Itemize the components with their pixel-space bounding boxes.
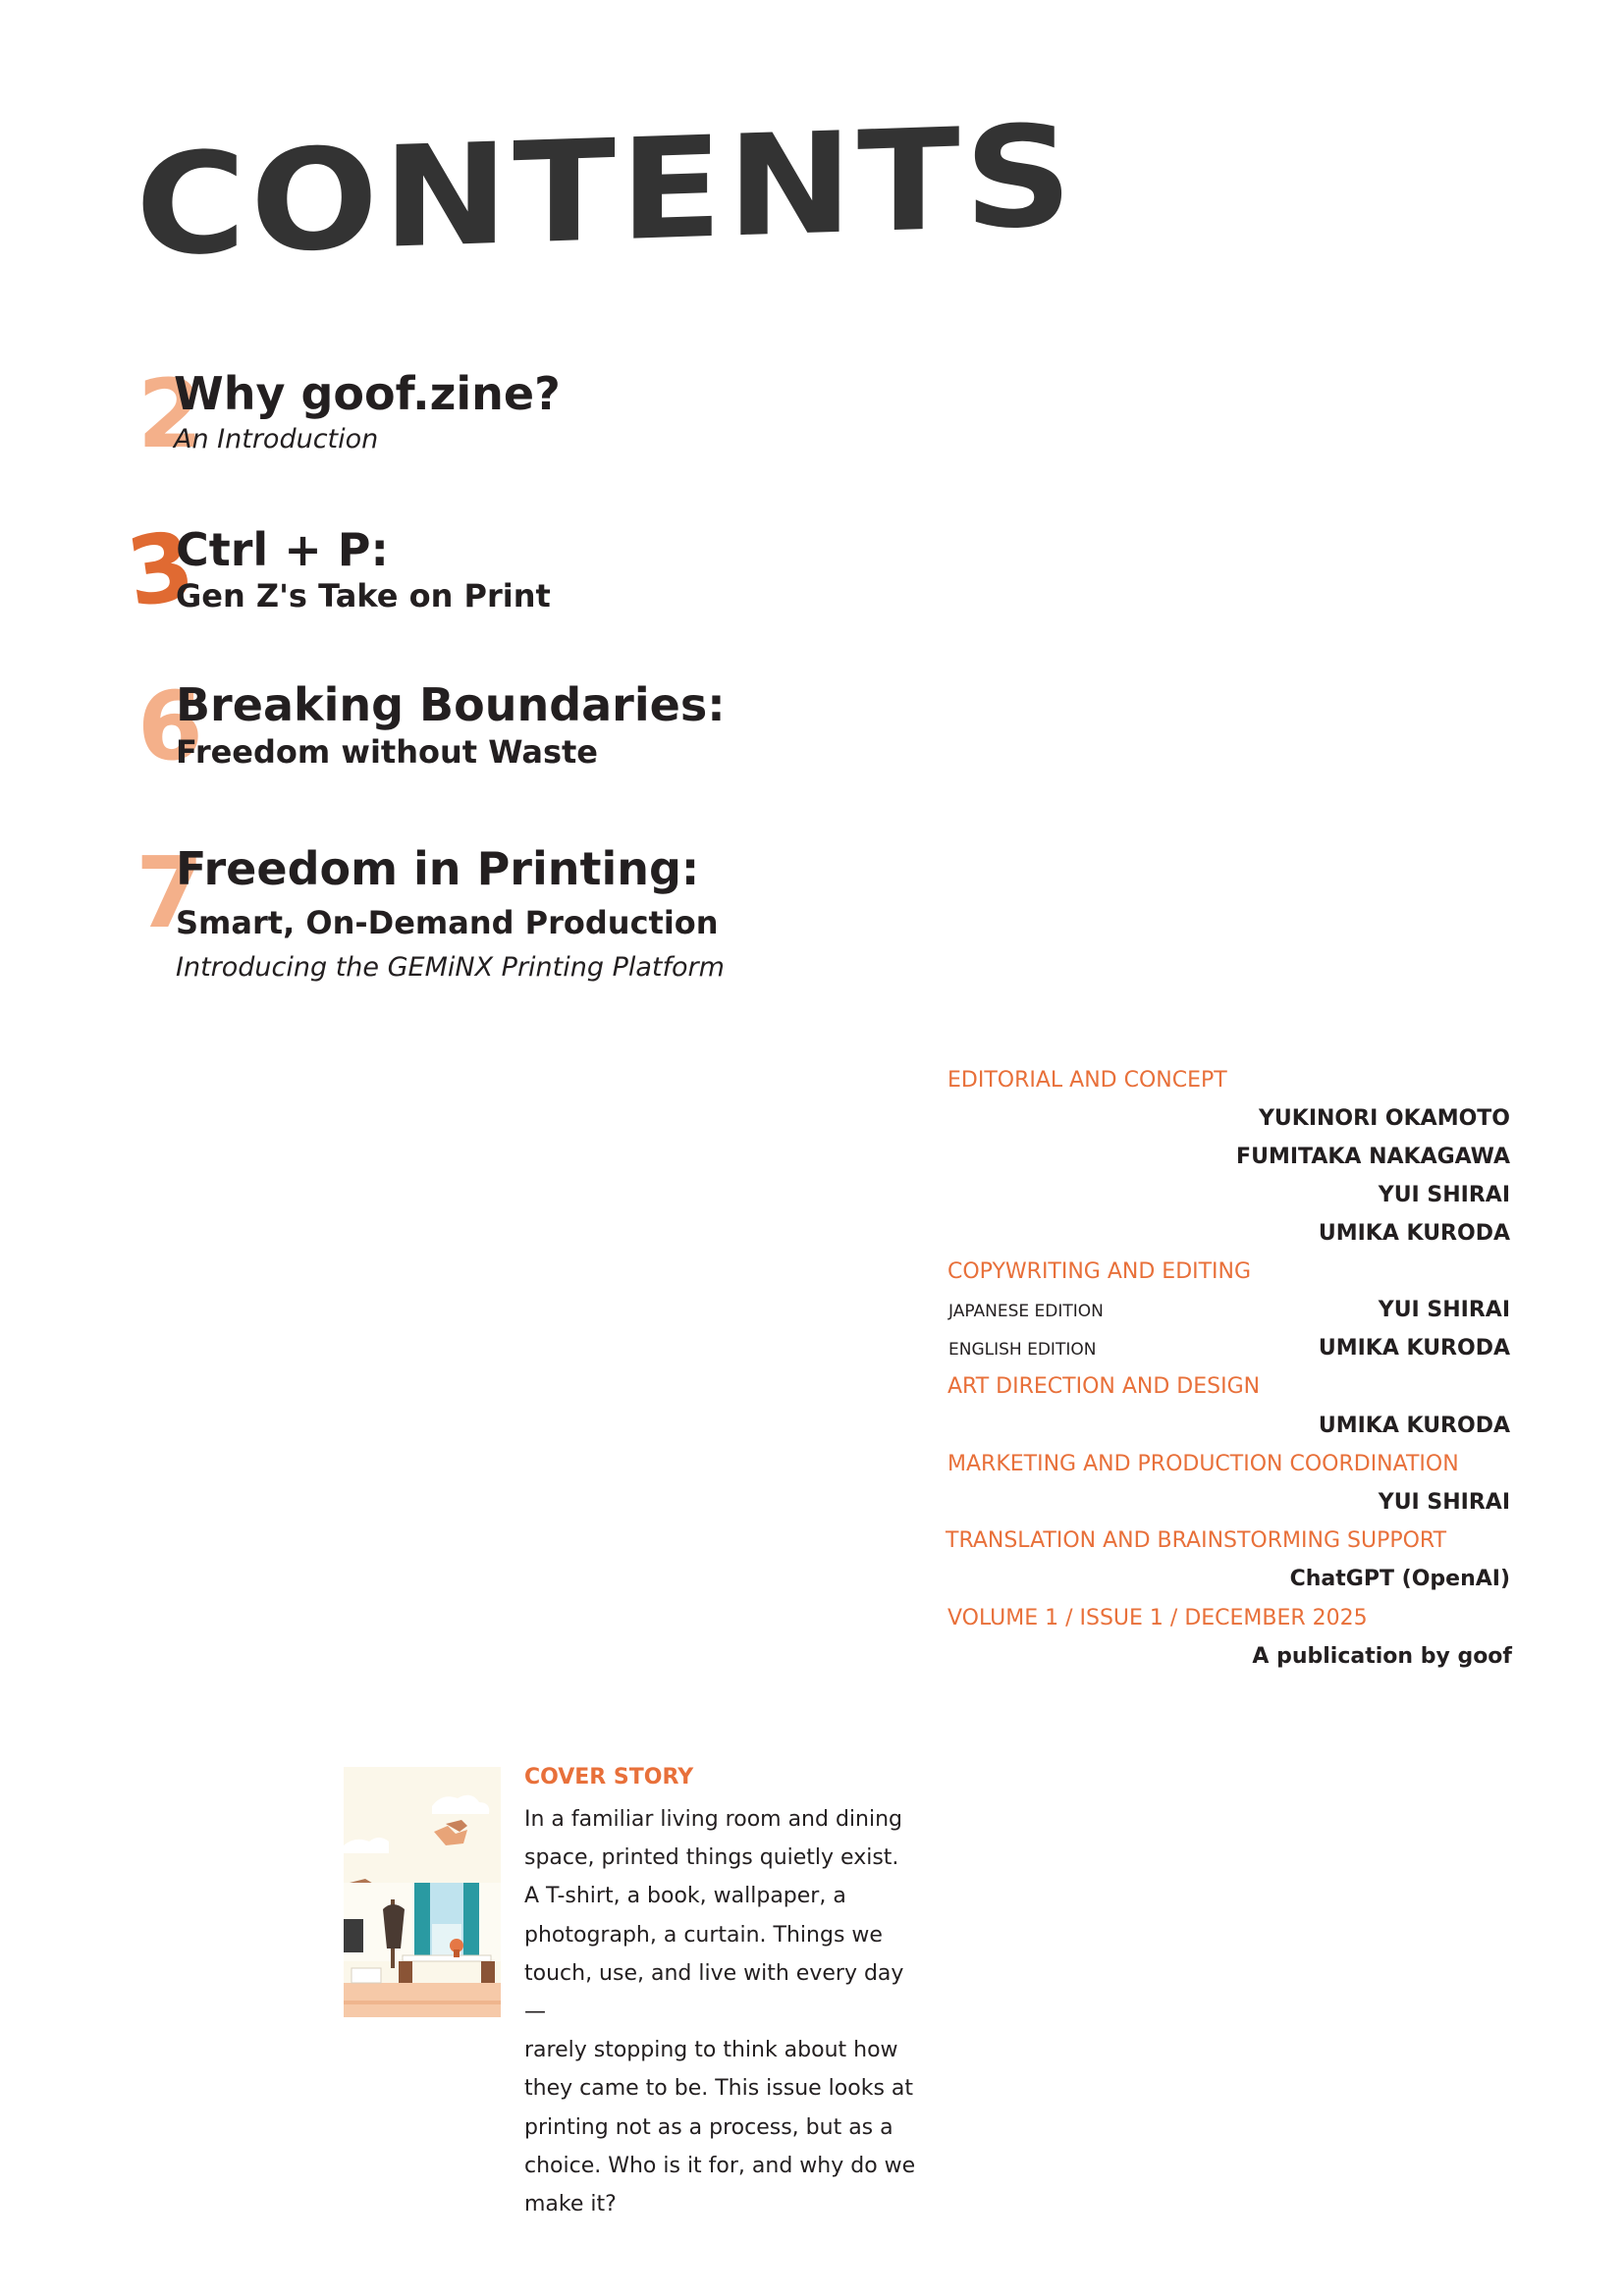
cover-story-line: photograph, a curtain. Things we <box>524 1922 883 1948</box>
cover-story-line: A T-shirt, a book, wallpaper, a <box>524 1884 846 1909</box>
cover-story-line: touch, use, and live with every day— <box>524 1960 904 2025</box>
toc-subtitle: Gen Z's Take on Print <box>176 577 551 614</box>
credit-heading-editorial: EDITORIAL AND CONCEPT <box>947 1068 1227 1093</box>
cover-story-label: COVER STORY <box>524 1765 694 1789</box>
credit-name: UMIKA KURODA <box>1318 1414 1510 1438</box>
credit-name: ChatGPT (OpenAI) <box>1289 1567 1510 1591</box>
cover-story-line: rarely stopping to think about how <box>524 2038 898 2063</box>
page-title: CONTENTS <box>135 95 1077 288</box>
toc-title[interactable]: Breaking Boundaries: <box>176 678 726 731</box>
cover-story-text <box>524 1800 917 2223</box>
credit-heading-marketing: MARKETING AND PRODUCTION COORDINATION <box>947 1452 1459 1476</box>
toc-subtitle: An Introduction <box>174 424 379 454</box>
publisher-line: A publication by goof <box>1252 1644 1512 1669</box>
cover-story-line: make it? <box>524 2192 617 2217</box>
toc-subtitle-secondary: Introducing the GEMiNX Printing Platform <box>176 952 725 983</box>
credit-name: UMIKA KURODA <box>1318 1336 1510 1361</box>
toc-subtitle: Smart, On-Demand Production <box>176 904 719 941</box>
cover-story-line: space, printed things quietly exist. <box>524 1845 899 1871</box>
edition-label-english: ENGLISH EDITION <box>948 1340 1097 1360</box>
toc-title[interactable]: Ctrl + P: <box>176 523 389 576</box>
credit-name: UMIKA KURODA <box>1318 1221 1510 1246</box>
toc-number: 2 <box>137 359 203 469</box>
toc-title[interactable]: Freedom in Printing: <box>176 842 700 895</box>
toc-title[interactable]: Why goof.zine? <box>174 367 561 420</box>
toc-subtitle: Freedom without Waste <box>176 733 598 771</box>
credit-name: YUI SHIRAI <box>1378 1183 1510 1207</box>
credit-heading-copywriting: COPYWRITING AND EDITING <box>947 1259 1252 1284</box>
credit-name: YUI SHIRAI <box>1378 1298 1510 1322</box>
cover-story-line: choice. Who is it for, and why do we <box>524 2153 916 2178</box>
cover-story-line: they came to be. This issue looks at <box>524 2076 914 2102</box>
toc-number: 6 <box>137 671 203 781</box>
toc-number: 7 <box>135 835 204 950</box>
volume-issue-date: VOLUME 1 / ISSUE 1 / DECEMBER 2025 <box>947 1606 1368 1630</box>
cover-illustration <box>344 1767 501 2017</box>
credit-heading-translation: TRANSLATION AND BRAINSTORMING SUPPORT <box>946 1528 1447 1553</box>
cover-story-line: In a familiar living room and dining <box>524 1807 902 1832</box>
toc-number: 3 <box>120 509 201 629</box>
edition-label-japanese: JAPANESE EDITION <box>948 1302 1104 1321</box>
credit-name: FUMITAKA NAKAGAWA <box>1236 1145 1510 1169</box>
cover-story-line: printing not as a process, but as a <box>524 2114 893 2140</box>
credit-name: YUKINORI OKAMOTO <box>1258 1106 1510 1131</box>
credit-name: YUI SHIRAI <box>1378 1490 1510 1515</box>
credit-heading-art: ART DIRECTION AND DESIGN <box>947 1374 1261 1399</box>
